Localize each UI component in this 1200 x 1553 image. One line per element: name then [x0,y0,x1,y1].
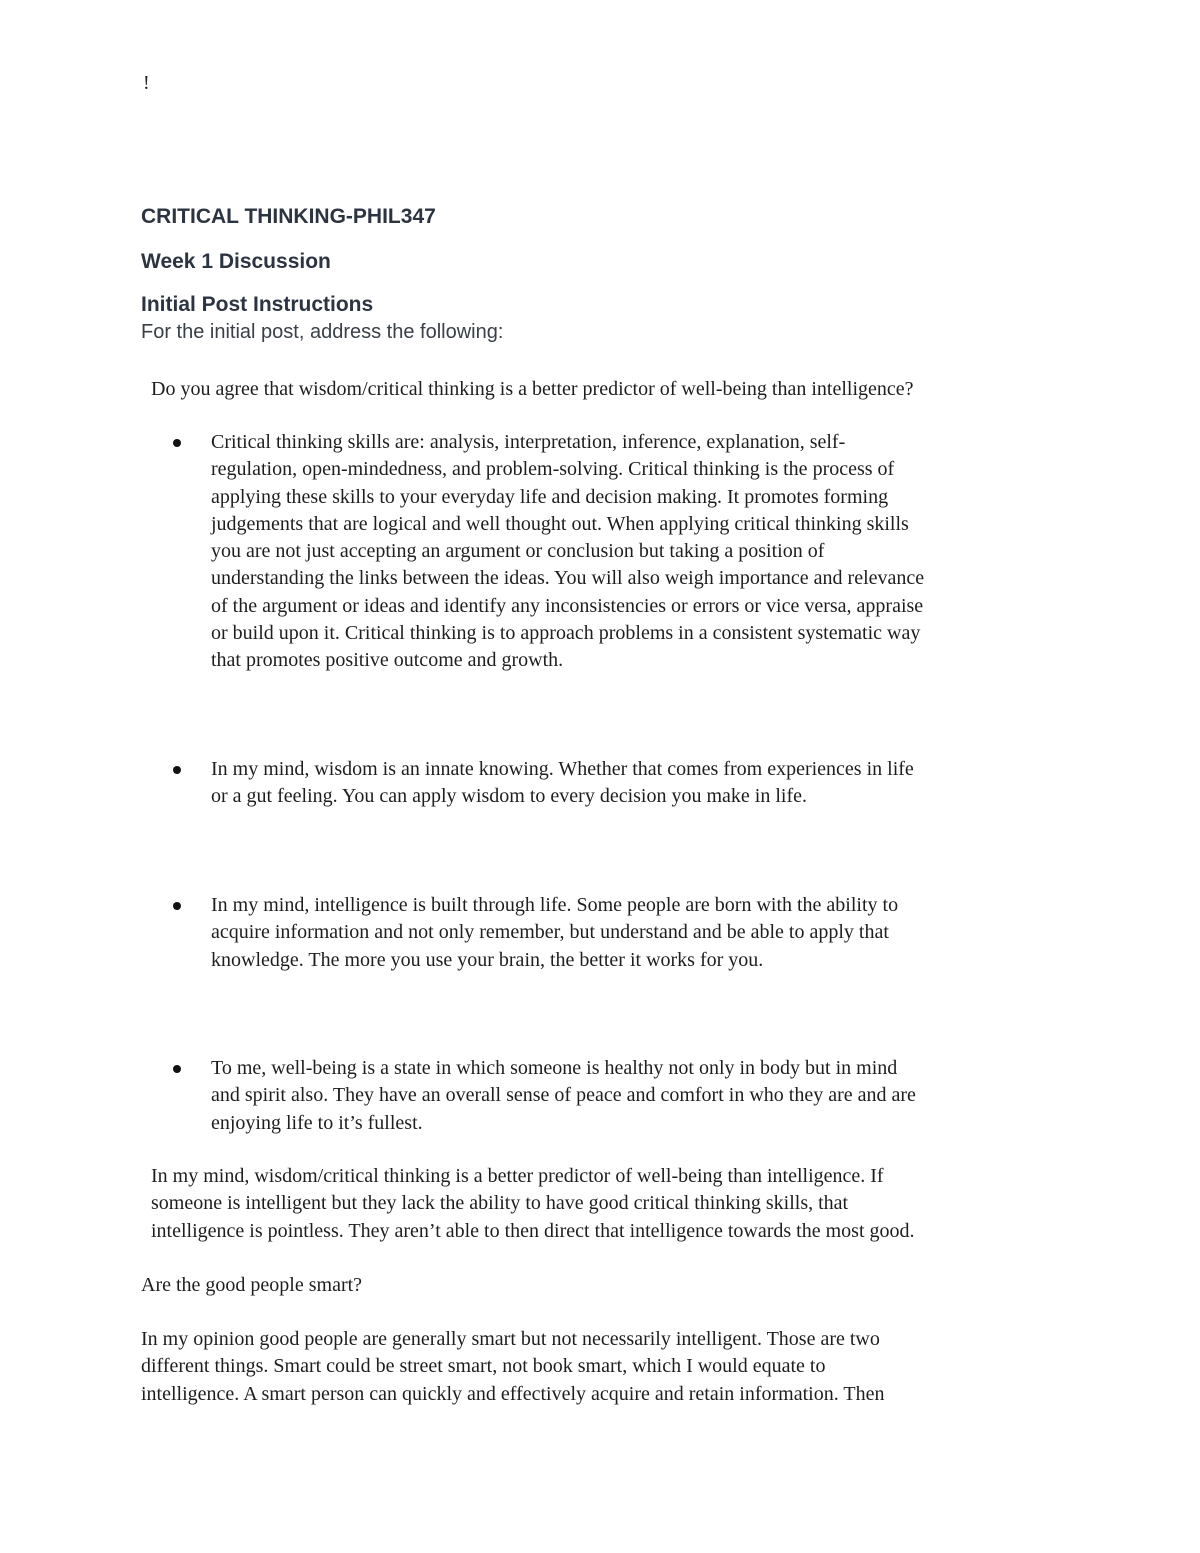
bullet-item-wisdom [211,756,1071,811]
bullet-line: or a gut feeling. You can apply wisdom to every decision you make in life. [211,785,807,808]
bullet-line: or build upon it. Critical thinking is to approach problems in a consistent systematic way [211,622,921,645]
bullet-line: In my mind, intelligence is built through life. Some people are born with the ability to [211,894,899,916]
bullet-line: and spirit also. They have an overall sense of peace and comfort in who they are and are [211,1084,916,1107]
conclusion-line: intelligence is pointless. They aren’t able to then direct that intelligence towards the most good. [151,1219,915,1242]
instructions-text: For the initial post, address the following: [141,321,504,343]
week-title: Week 1 Discussion [141,250,331,273]
bullet-line: To me, well-being is a state in which someone is healthy not only in body but in mind [211,1057,898,1079]
question-1: Do you agree that wisdom/critical thinking is a better predictor of well-being than intelligence? [151,378,914,400]
conclusion-line: someone is intelligent but they lack the ability to have good critical thinking skills, that [151,1192,849,1215]
bullet-line: judgements that are logical and well thought out. When applying critical thinking skills [211,512,909,535]
conclusion-line: In my mind, wisdom/critical thinking is a better predictor of well-being than intelligence. If [151,1165,884,1187]
bullet-line: of the argument or ideas and identify any inconsistencies or errors or vice versa, appraise [211,594,924,617]
header-mark: ! [143,72,150,94]
bullet-line: regulation, open-mindedness, and problem-solving. Critical thinking is the process of [211,458,895,481]
answer-line: In my opinion good people are generally smart but not necessarily intelligent. Those are two [141,1328,880,1350]
bullet-item-intelligence [211,892,1071,974]
bullet-line: In my mind, wisdom is an innate knowing. Whether that comes from experiences in life [211,758,914,780]
bullet-line: enjoying life to it’s fullest. [211,1111,423,1134]
bullet-line: Critical thinking skills are: analysis, interpretation, inference, explanation, self- [211,431,846,453]
instructions-heading: Initial Post Instructions [141,293,374,316]
course-title: CRITICAL THINKING-PHIL347 [141,205,436,228]
conclusion-paragraph [151,1163,1071,1245]
bullet-line: understanding the links between the ideas. You will also weigh importance and relevance [211,567,925,590]
bullet-line: knowledge. The more you use your brain, the better it works for you. [211,948,764,971]
bullet-icon [173,766,181,774]
bullet-line: that promotes positive outcome and growth. [211,649,564,672]
bullet-line: acquire information and not only remember, but understand and be able to apply that [211,921,889,944]
answer-line: different things. Smart could be street smart, not book smart, which I would equate to [141,1355,826,1378]
question-2: Are the good people smart? [141,1274,363,1296]
bullet-item-critical-thinking [211,429,1071,675]
bullet-icon [173,439,181,447]
answer-2-paragraph [141,1326,1061,1408]
bullet-icon [173,1065,181,1073]
bullet-item-well-being [211,1055,1071,1137]
bullet-line: you are not just accepting an argument or conclusion but taking a position of [211,540,825,563]
bullet-line: applying these skills to your everyday life and decision making. It promotes forming [211,485,889,508]
answer-line: intelligence. A smart person can quickly and effectively acquire and retain information. Then [141,1382,885,1405]
bullet-icon [173,902,181,910]
